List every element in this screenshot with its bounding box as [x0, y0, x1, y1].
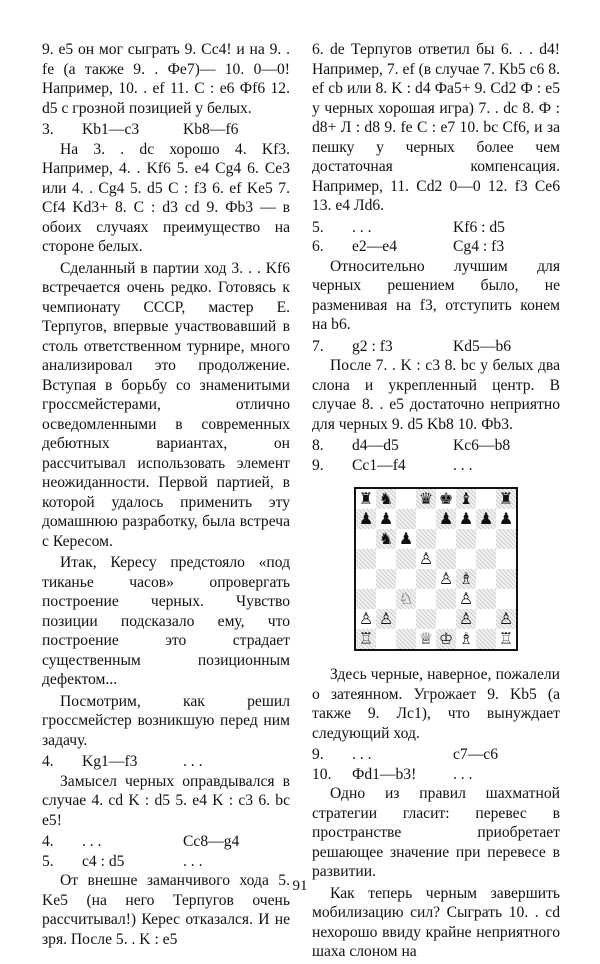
chess-piece-square: ♟ — [396, 529, 416, 549]
paragraph: От внешне заманчивого хода 5. Ke5 (на него Терпугов очень рассчитывал!) Керес отказался. И не зря. После 5. . K : e5 — [42, 872, 290, 948]
white-move: e2—e4 — [352, 238, 398, 255]
chess-square — [416, 569, 436, 589]
move-number: 5. — [312, 218, 324, 236]
chess-square — [356, 529, 376, 549]
white-move: Kb1—c3 — [82, 121, 140, 138]
chess-square — [496, 589, 516, 609]
chess-board — [354, 487, 518, 651]
paragraph: Итак, Кересу предстояло «под тиканье часов» опровергать построение черных. Чувство позиции подсказало ему, что построение это страдает существенным позиционным дефектом... — [42, 554, 290, 688]
move-line — [312, 765, 560, 785]
chess-piece-square: ♙ — [456, 589, 476, 609]
move-number: 6. — [312, 238, 324, 255]
chess-square — [476, 609, 496, 629]
black-move: Cc8—g4 — [183, 833, 240, 850]
move-number: 9. — [312, 746, 324, 763]
chess-piece-square: ♜ — [356, 489, 376, 509]
chess-piece-square: ♗ — [456, 629, 476, 649]
chess-square — [356, 569, 376, 589]
paragraph: Относительно лучшим для черных решением было, не разменивая на f3, отступить конем на b6. — [312, 257, 560, 333]
black-move: Kc6—b8 — [453, 437, 511, 454]
move-line — [312, 237, 560, 257]
black-move: Kb8—f6 — [183, 121, 239, 138]
chess-square — [396, 569, 416, 589]
chess-square — [436, 529, 456, 549]
chess-square — [476, 529, 496, 549]
chess-piece-square: ♙ — [356, 609, 376, 629]
paragraph: Замысел черных оправдывался в случае 4. cd K : d5 5. e4 K : c3 6. bc e5! — [42, 772, 290, 829]
black-move: c7—c6 — [453, 746, 499, 763]
move-number: 10. — [312, 765, 332, 783]
black-move: . . . — [183, 852, 203, 870]
chess-square — [376, 589, 396, 609]
left-column — [42, 40, 290, 951]
move-line — [42, 852, 290, 872]
chess-piece-square: ♖ — [496, 629, 516, 649]
chess-piece-square: ♟ — [436, 509, 456, 529]
move-line — [42, 120, 290, 140]
move-line — [312, 337, 560, 357]
white-move: Kg1—f3 — [82, 753, 138, 770]
chess-piece-square: ♞ — [376, 489, 396, 509]
chess-piece-square: ♟ — [376, 509, 396, 529]
white-move: . . . — [352, 746, 372, 763]
chess-square — [376, 549, 396, 569]
chess-square — [436, 549, 456, 569]
white-move: . . . — [82, 833, 102, 850]
paragraph: Одно из правил шахматной стратегии гласит: перевес в пространстве приобретает решающее значение при перевесе в развитии. — [312, 785, 560, 880]
chess-piece-square: ♛ — [416, 489, 436, 509]
chess-piece-square: ♟ — [356, 509, 376, 529]
move-number: 3. — [42, 121, 54, 138]
move-line — [312, 436, 560, 456]
chess-square — [416, 589, 436, 609]
chess-piece-square: ♟ — [476, 509, 496, 529]
white-move: d4—d5 — [352, 437, 399, 454]
chess-piece-square: ♟ — [496, 509, 516, 529]
chess-piece-square: ♜ — [496, 489, 516, 509]
black-move: Kd5—b6 — [453, 337, 512, 355]
chess-square — [376, 629, 396, 649]
chess-piece-square: ♖ — [356, 629, 376, 649]
chess-square — [416, 609, 436, 629]
chess-square — [416, 529, 436, 549]
paragraph: 9. e5 он мог сыграть 9. Сс4! и на 9. . fe (а также 9. . Фе7)— 10. 0—0! Например, 10. . ef 11. С : е6 Фf6 12. d5 с грозной позицией у белых. — [42, 41, 290, 117]
white-move: g2 : f3 — [352, 337, 393, 355]
chess-square — [476, 549, 496, 569]
chess-piece-square: ♗ — [456, 569, 476, 589]
chess-piece-square: ♙ — [436, 569, 456, 589]
chess-square — [476, 629, 496, 649]
chess-square — [436, 589, 456, 609]
chess-square — [456, 529, 476, 549]
chess-square — [396, 489, 416, 509]
right-column-top — [312, 40, 560, 475]
chess-square — [496, 549, 516, 569]
chess-square — [496, 529, 516, 549]
chess-piece-square: ♟ — [456, 509, 476, 529]
chess-square — [416, 509, 436, 529]
move-line — [312, 456, 560, 476]
black-move: Kf6 : d5 — [453, 218, 505, 236]
chess-square — [356, 549, 376, 569]
chess-piece-square: ♝ — [456, 489, 476, 509]
black-move: Cg4 : f3 — [453, 238, 505, 255]
move-line — [312, 745, 560, 765]
black-move: . . . — [453, 765, 473, 783]
chess-piece-square: ♚ — [436, 489, 456, 509]
paragraph: 6. de Терпугов ответил бы 6. . . d4! Например, 7. ef (в случае 7. Kb5 c6 8. ef cb или 8. K : d4 Фa5+ 9. Cd2 Ф : e5 у черных хорошая игра) 7. . dc 8. Ф : d8+ Л : d8 9. fe C : e7 10. bc Cf6, и за пешку у черных более чем достаточная компенсация. Например, 11. Cd2 0—0 12. f3 Ce6 13. e4 Лd6. — [312, 41, 560, 214]
chess-piece-square: ♙ — [376, 609, 396, 629]
black-move: . . . — [453, 456, 473, 474]
chess-piece-square: ♙ — [456, 609, 476, 629]
chess-square — [396, 609, 416, 629]
black-move: . . . — [183, 753, 203, 770]
paragraph: После 7. . K : c3 8. bc у белых два слона и укрепленный центр. В случае 8. . e5 достаточно неприятно для черных 9. d5 Kb8 10. Фb3. — [312, 357, 560, 433]
paragraph: Как теперь черным завершить мобилизацию сил? Сыграть 10. . cd нехорошо ввиду крайне неприятного шаха слоном на — [312, 884, 560, 960]
chess-square — [456, 549, 476, 569]
chess-diagram — [312, 487, 560, 651]
chess-square — [356, 589, 376, 609]
chess-piece-square: ♙ — [496, 609, 516, 629]
move-line — [42, 752, 290, 772]
paragraph: Посмотрим, как решил гроссмейстер возникшую перед ним задачу. — [42, 692, 290, 749]
move-line — [42, 832, 290, 852]
right-column — [312, 40, 560, 964]
page-number: 91 — [292, 878, 308, 894]
paragraph: На 3. . dc хорошо 4. Kf3. Например, 4. . Kf6 5. e4 Cg4 6. Ce3 или 4. . Cg4 5. d5 C : f3 6. ef Ke5 7. Cf4 Kd3+ 8. C : d3 cd 9. Фb3 — в обоих случаях преимущество на стороне белых. — [42, 140, 290, 255]
chess-square — [396, 549, 416, 569]
paragraph: Здесь черные, наверное, пожалели о затеянном. Угрожает 9. Kb5 (а также 9. Лс1), что вынуждает следующий ход. — [312, 666, 560, 742]
move-number: 7. — [312, 337, 324, 355]
chess-square — [476, 589, 496, 609]
chess-piece-square: ♘ — [396, 589, 416, 609]
move-number: 4. — [42, 753, 54, 770]
chess-square — [396, 509, 416, 529]
white-move: Фd1—b3! — [352, 765, 417, 783]
white-move: Cc1—f4 — [352, 456, 406, 474]
chess-square — [436, 609, 456, 629]
chess-piece-square: ♙ — [416, 549, 436, 569]
chess-piece-square: ♞ — [376, 529, 396, 549]
chess-piece-square: ♕ — [416, 629, 436, 649]
chess-piece-square: ♔ — [436, 629, 456, 649]
move-number: 5. — [42, 852, 54, 870]
chess-square — [496, 569, 516, 589]
move-line — [312, 218, 560, 238]
white-move: . . . — [352, 218, 372, 236]
chess-square — [396, 629, 416, 649]
white-move: c4 : d5 — [82, 852, 125, 870]
move-number: 8. — [312, 437, 324, 454]
chess-square — [376, 569, 396, 589]
right-column-bottom — [312, 665, 560, 962]
move-number: 4. — [42, 833, 54, 850]
paragraph: Сделанный в партии ход 3. . . Kf6 встречается очень редко. Готовясь к чемпионату СССР, мастер Е. Терпугов, впервые участвовавший в столь ответственном турнире, много анализировал это продолжение. Вступая в борьбу со знаменитыми гроссмейстерами, отлично осведомленными в современных дебютных вариантах, он рассчитывал использовать элемент неожиданности. Первой партией, в которой удалось применить эту домашнюю разработку, была встреча с Кересом. — [42, 259, 290, 550]
chess-square — [476, 489, 496, 509]
move-number: 9. — [312, 456, 324, 474]
chess-square — [476, 569, 496, 589]
